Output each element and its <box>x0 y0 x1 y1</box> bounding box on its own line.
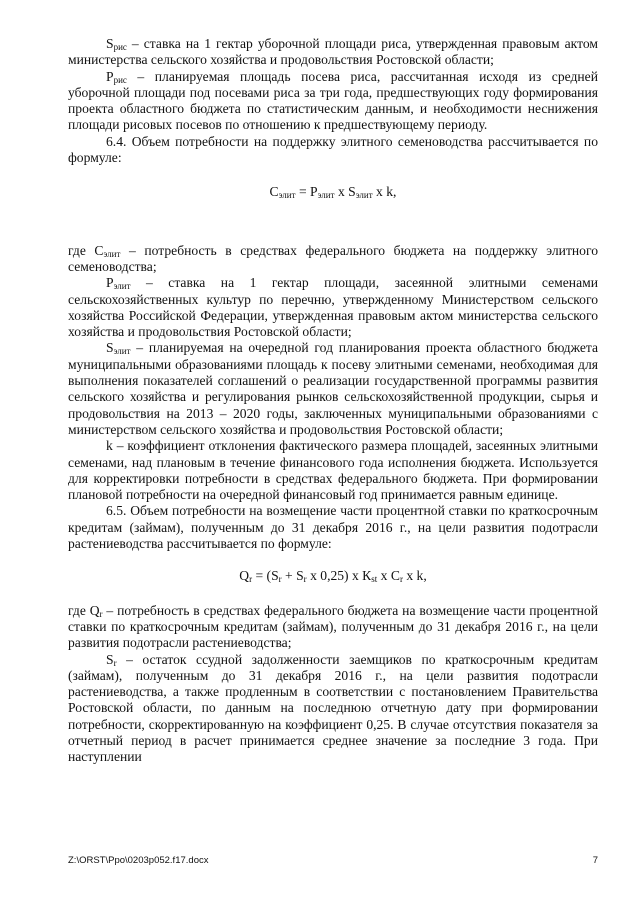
definition-k: k – коэффициент отклонения фактического размера площадей, засеянных элитными семенами, над плановым в течение финансового года исполнения бюджета. Используется для корректировки потребности в средствах федерального бюджета. При формировании плановой потребности на очередной финансовый год принимается равным единице. <box>68 438 598 503</box>
definition-p-ris: $P_{рис}$ – планируемая площадь посева риса, рассчитанная исходя из средней уборочной площади под посевами риса за три года, предшествующих году формирования проекта областного бюджета по статистическим данным, и необходимости неснижения площади рисовых посевов по отношению к предшествующему периоду. <box>68 68 598 133</box>
definition-s-elit: $S_{элит}$ – планируемая на очередной год планирования проекта областного бюджета муниципальными образованиями площадь к посеву элитными семенами, необходимая для выполнения показателей соглашений о реализации государственной программы развития сельского хозяйства и регулирования рынков сельскохозяйственной продукции, сырья и продовольствия на 2013 – 2020 годы, заключенных муниципальными образованиями с министерством сельского хозяйства и продовольствия Ростовской области; <box>68 340 598 437</box>
file-path: Z:\ORST\Ppo\0203p052.f17.docx <box>68 855 209 866</box>
clause-6-5: 6.5. Объем потребности на возмещение части процентной ставки по краткосрочным кредитам (займам), полученным до 31 декабря 2016 г., на цели развития подотрасли растениеводства рассчитывается по формуле: <box>68 503 598 552</box>
definition-s-ris: $S_{рис}$ – ставка на 1 гектар уборочной площади риса, утвержденная правовым актом министерства сельского хозяйства и продовольствия Ростовской области; <box>68 36 598 68</box>
document-body <box>68 36 598 766</box>
definition-q-r: где $Q_r$ – потребность в средствах федерального бюджета на возмещение части процентной ставки по краткосрочным кредитам (займам), полученным до 31 декабря 2016 г., на цели развития подотрасли растениеводства; <box>68 602 598 651</box>
page-number: 7 <box>592 855 598 866</box>
clause-6-4: 6.4. Объем потребности на поддержку элитного семеноводства рассчитывается по формуле: <box>68 133 598 166</box>
formula-interest-rate: $Q_r = (S_r + S_r$ х 0,25) х $К_{st}$ х $С_r$ х k, <box>239 568 427 585</box>
definition-p-elit: $P_{элит}$ – ставка на 1 гектар площади, засеянной элитными семенами сельскохозяйственных культур по перечню, утвержденному Министерством сельского хозяйства Российской Федерации, утвержденная правовым актом министерства сельского хозяйства и продовольствия Ростовской области; <box>68 275 598 340</box>
definition-s-r: $S_r$ – остаток ссудной задолженности заемщиков по краткосрочным кредитам (займам), полученным до 31 декабря 2016 г., на цели развития подотрасли растениеводства, а также продленным в соответствии с постановлением Правительства Ростовской области, по данным на последнюю отчетную дату при формировании потребности, скорректированную на коэффициент 0,25. В случае отсутствия показателя за отчетный период в расчет принимается среднее значение за последние 3 года. При наступлении <box>68 651 598 765</box>
formula-elite-seed: $С_{элит} = P_{элит}$ х $S_{элит}$ х k, <box>269 184 397 201</box>
definition-c-elit: где $С_{элит}$ – потребность в средствах федерального бюджета на поддержку элитного семеноводства; <box>68 242 598 274</box>
